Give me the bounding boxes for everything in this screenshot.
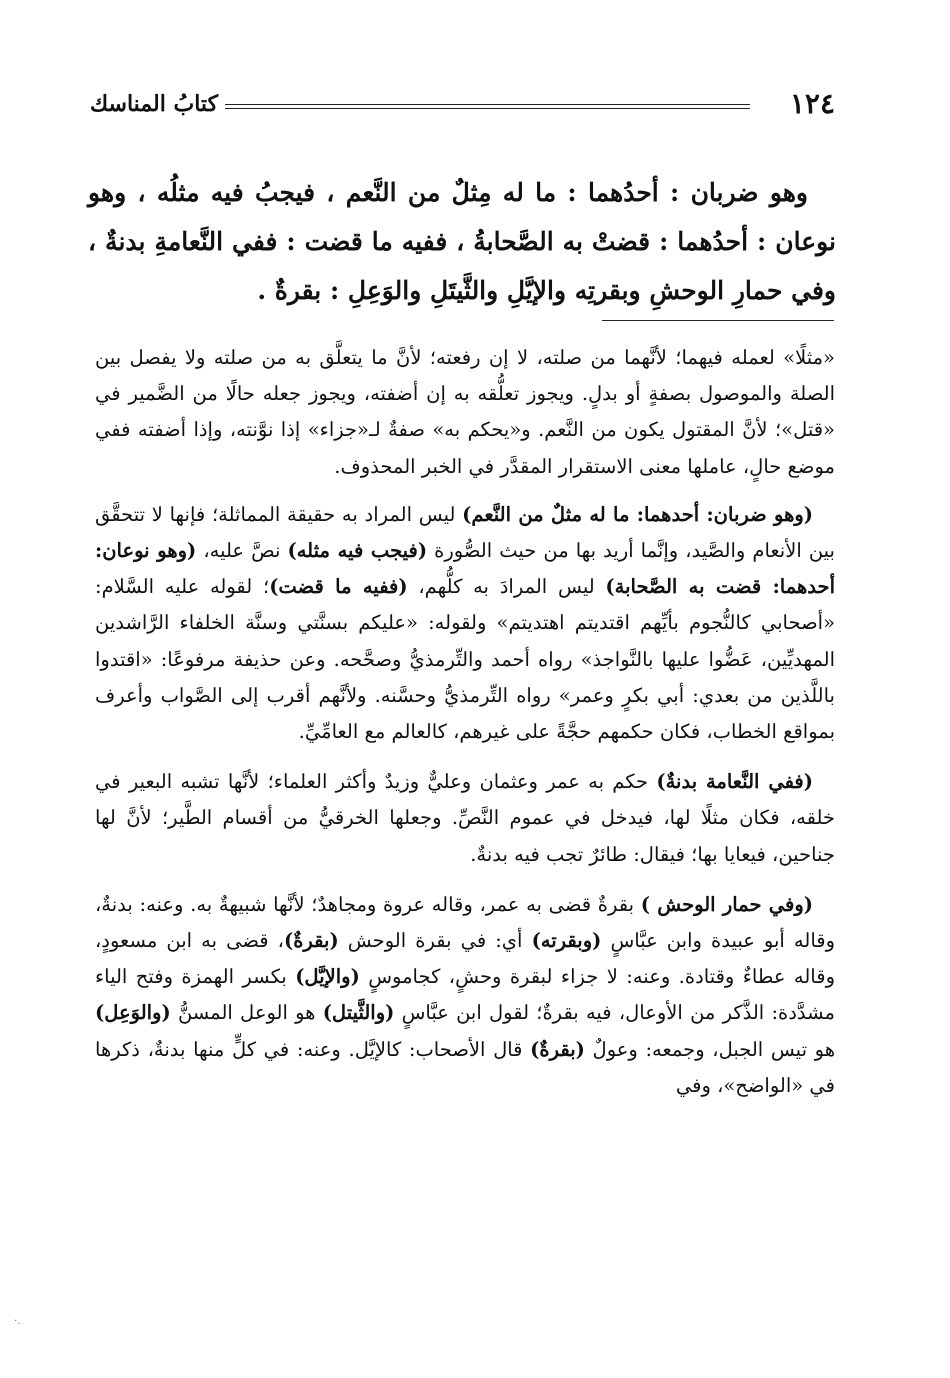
- quoted-matn: (ففي النَّعامة بدنةٌ): [656, 770, 813, 794]
- commentary-paragraph-4: [95, 887, 835, 1104]
- quoted-matn: (ففيه ما قضت): [269, 575, 408, 599]
- quoted-matn: (والثَّيتل): [322, 1001, 395, 1025]
- book-title: كتابُ المناسك: [90, 91, 219, 117]
- page-number: ١٢٤: [789, 87, 835, 120]
- main-text: [88, 168, 836, 315]
- margin-mark: ·.: [14, 1316, 21, 1327]
- quoted-matn: (بقرةٌ): [283, 929, 339, 953]
- commentary-paragraph-1: «مثلًا» لعمله فيهما؛ لأنَّهما من صلته، لا إن رفعته؛ لأنَّ ما يتعلَّق به من صلته ولا يفصل بين الصلة والموصول بصفةٍ أو بدلٍ. ويجوز تعلُّقه به إن أضفته، ويجوز جعله حالًا من الضَّمير في «قتل»؛ لأنَّ المقتول يكون من النَّعم. و«يحكم به» صفةٌ لـ«جزاء» إذا نوَّنته، وإذا أضفته ففي موضع حالٍ، عاملها معنى الاستقرار المقدَّر في الخبر المحذوف.: [95, 346, 835, 478]
- commentary-text: بقرةٌ قضى به عمر، وقاله عروة ومجاهدٌ؛ لأنَّها شبيهةٌ به. وعنه: بدنةٌ، وقاله أبو عبيدة وابن عبَّاسٍ: [95, 892, 835, 953]
- commentary-text: ليس المراد به حقيقة المماثلة؛ فإنها لا تتحقَّق بين الأنعام والصَّيد، وإنَّما أريد بها من حيث الصُّورة: [95, 502, 835, 563]
- quoted-matn: (والوَعِل): [95, 1001, 171, 1025]
- quoted-matn: (وبقرته): [531, 929, 602, 953]
- header-rule: [225, 104, 750, 109]
- main-text-paragraph: وهو ضربان : أحدُهما : ما له مِثلٌ من النَّعم ، فيجبُ فيه مثلُه ، وهو نوعان : أحدُهما : قضتْ به الصَّحابةُ ، ففيه ما قضت : ففي النَّعامةِ بدنةٌ ، وفي حمارِ الوحشِ وبقرتِه والإيَّلِ والثَّيتَلِ والوَعِلِ : بقرةٌ .: [88, 178, 836, 305]
- page-header: [90, 84, 835, 124]
- commentary-text: بكسر الهمزة وفتح الياء مشدَّدة: الذَّكر من الأوعال، فيه بقرةٌ؛ لقول ابن عبَّاسٍ: [95, 965, 835, 1025]
- commentary: [95, 340, 835, 1118]
- quoted-matn: (بقرةٌ): [530, 1037, 585, 1061]
- commentary-text: هو تيس الجبل، وجمعه: وعولٌ: [584, 1037, 835, 1061]
- commentary-text: نصَّ عليه،: [196, 539, 288, 563]
- commentary-text: قال الأصحاب: كالإيَّل. وعنه: في كلٍّ منها بدنةٌ، ذكرها في «الواضح»، وفي: [95, 1037, 835, 1097]
- quoted-matn: (والإيَّل): [295, 965, 360, 989]
- commentary-text: أي: في بقرة الوحش: [338, 929, 532, 953]
- commentary-text: هو الوعل المسنُّ: [170, 1001, 323, 1025]
- quoted-matn: (وهو نوعان: أحدهما: قضت به الصَّحابة): [95, 539, 835, 599]
- quoted-matn: (وفي حمار الوحش ): [640, 892, 813, 916]
- commentary-text: حكم به عمر وعثمان وعليٌّ وزيدٌ وأكثر العلماء؛ لأنَّها تشبه البعير في خلقه، فكان مثلًا لها، فيدخل في عموم النَّصِّ. وجعلها الخرقيُّ من أقسام الطَّير؛ لأنَّ لها جناحين، فيعايا بها؛ فيقال: طائرٌ تجب فيه بدنةٌ.: [95, 770, 835, 866]
- commentary-separator: [602, 320, 834, 321]
- commentary-text: ؛ لقوله عليه السَّلام: «أصحابي كالنُّجوم بأيِّهم اقتديتم اهتديتم» ولقوله: «عليكم بسنَّتي وسنَّة الخلفاء الرَّاشدين المهديِّين، عَضُّوا عليها بالنَّواجذ» رواه أحمد والتِّرمذيُّ وصحَّحه. وعن حذيفة مرفوعًا: «اقتدوا باللَّذين من بعدي: أبي بكرٍ وعمر» رواه التِّرمذيُّ وحسَّنه. ولأنَّهم أقرب إلى الصَّواب وأعرف بمواقع الخطاب، فكان حكمهم حجَّةً على غيرهم، كالعالم مع العامِّيِّ.: [95, 575, 835, 744]
- commentary-text: ، قضى به ابن مسعودٍ، وقاله عطاءٌ وقتادة. وعنه: لا جزاء لبقرة وحشٍ، كجاموسٍ: [95, 929, 835, 989]
- commentary-paragraph-3: [95, 764, 835, 873]
- quoted-matn: (فيجب فيه مثله): [287, 539, 428, 563]
- commentary-paragraph-2: [95, 497, 835, 750]
- commentary-text: ليس المرادَ به كلُّهم،: [407, 575, 606, 599]
- quoted-matn: (وهو ضربان: أحدهما: ما له مثلٌ من النَّعم): [462, 502, 814, 526]
